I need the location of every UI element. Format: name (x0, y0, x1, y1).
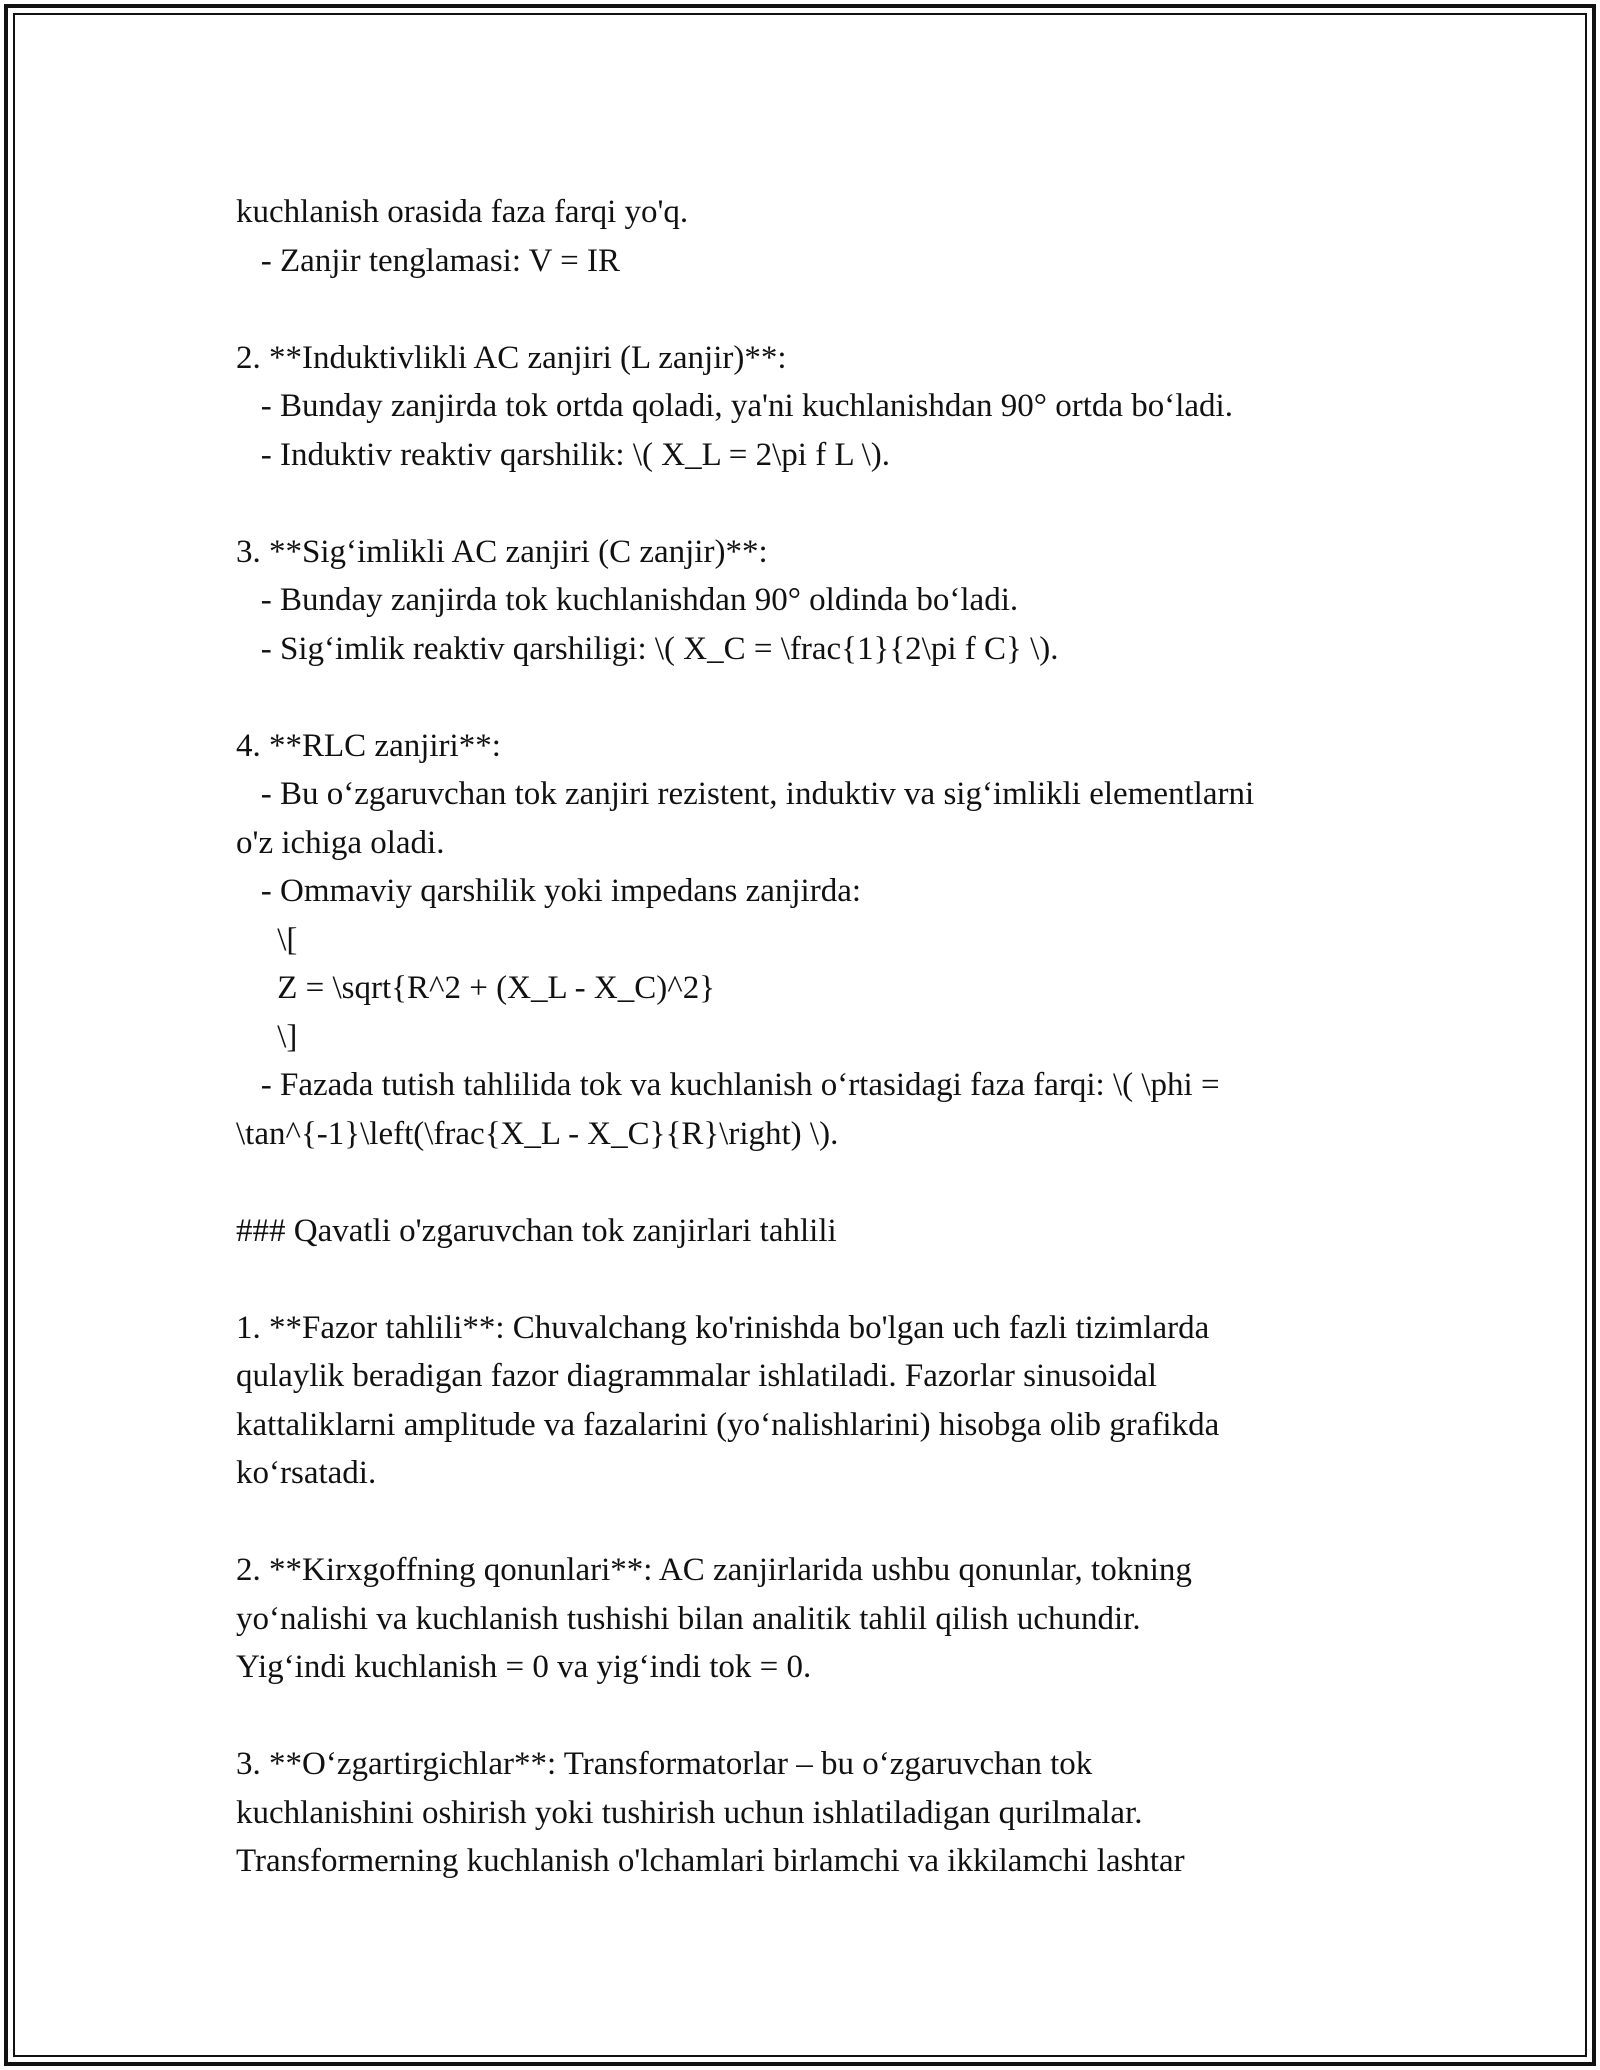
section-heading: 2. **Induktivlikli AC zanjiri (L zanjir)**: (236, 339, 787, 376)
text-line: Transformerning kuchlanish o'lchamlari birlamchi va ikkilamchi lashtar (236, 1843, 1185, 1879)
text-line: - Bu o‘zgaruvchan tok zanjiri rezistent, induktiv va sig‘imlikli elementlarni (236, 776, 1255, 812)
section-heading: 1. **Fazor tahlili**: Chuvalchang ko'rinishda bo'lgan uch fazli tizimlarda (236, 1309, 1210, 1346)
text-line: kuchlanishini oshirish yoki tushirish uchun ishlatiladigan qurilmalar. (236, 1794, 1143, 1831)
section-heading: 3. **O‘zgartirgichlar**: Transformatorlar – bu o‘zgaruvchan tok (236, 1746, 1093, 1782)
text-line: - Bunday zanjirda tok kuchlanishdan 90° oldinda bo‘ladi. (236, 582, 1019, 618)
text-line: - Fazada tutish tahlilida tok va kuchlanish o‘rtasidagi faza farqi: \( \phi = (236, 1067, 1220, 1103)
text-line: kuchlanish orasida faza farqi yo'q. (236, 194, 689, 230)
text-line: o'z ichiga oladi. (236, 824, 445, 861)
section-heading: 4. **RLC zanjiri**: (236, 727, 501, 764)
formula-line: \] (236, 1018, 298, 1055)
formula-line: \[ (236, 921, 298, 958)
text-line: ko‘rsatadi. (236, 1455, 377, 1491)
blank-line (236, 1255, 1376, 1304)
text-line: - Bunday zanjirda tok ortda qoladi, ya'ni kuchlanishdan 90° ortda bo‘ladi. (236, 388, 1233, 424)
formula-line: \tan^{-1}\left(\frac{X_L - X_C}{R}\right) \). (236, 1115, 839, 1152)
section-heading: 2. **Kirxgoffning qonunlari**: AC zanjirlarida ushbu qonunlar, tokning (236, 1552, 1192, 1588)
text-line: - Induktiv reaktiv qarshilik: \( X_L = 2\pi f L \). (236, 436, 891, 473)
blank-line (236, 1692, 1376, 1741)
blank-line (236, 285, 1376, 334)
blank-line (236, 673, 1376, 722)
blank-line (236, 1498, 1376, 1547)
text-line: - Zanjir tenglamasi: V = IR (236, 242, 620, 279)
formula-line: Z = \sqrt{R^2 + (X_L - X_C)^2} (236, 970, 716, 1006)
section-heading: 3. **Sig‘imlikli AC zanjiri (C zanjir)**: (236, 533, 768, 570)
document-body (236, 188, 1376, 1886)
subsection-title: ### Qavatli o'zgaruvchan tok zanjirlari tahlili (236, 1212, 837, 1249)
text-line: qulaylik beradigan fazor diagrammalar ishlatiladi. Fazorlar sinusoidal (236, 1358, 1157, 1394)
blank-line (236, 1158, 1376, 1207)
text-line: kattaliklarni amplitude va fazalarini (yo‘nalishlarini) hisobga olib grafikda (236, 1406, 1220, 1443)
text-line: Yig‘indi kuchlanish = 0 va yig‘indi tok = 0. (236, 1649, 812, 1685)
text-line: - Sig‘imlik reaktiv qarshiligi: \( X_C = \frac{1}{2\pi f C} \). (236, 630, 1059, 667)
text-line: - Ommaviy qarshilik yoki impedans zanjirda: (236, 873, 862, 909)
blank-line (236, 479, 1376, 528)
text-line: yo‘nalishi va kuchlanish tushishi bilan analitik tahlil qilish uchundir. (236, 1600, 1141, 1637)
